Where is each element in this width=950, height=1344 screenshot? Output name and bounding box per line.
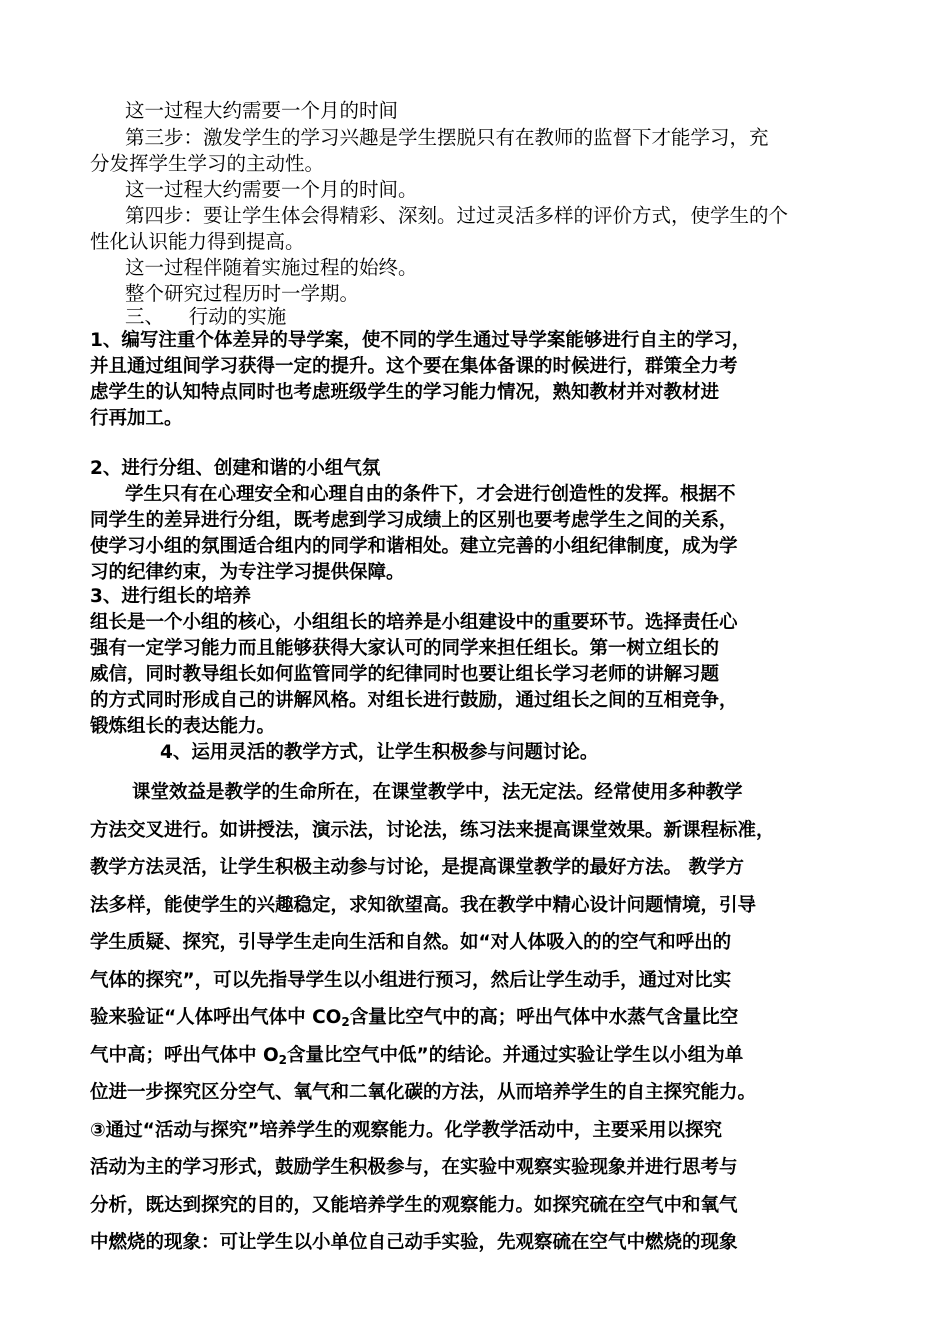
text-span: 气中高；呼出气体中 O [90, 1045, 279, 1066]
text-line: 位进一步探究区分空气、氧气和二氧化碳的方法，从而培养学生的自主探究能力。 [90, 1082, 757, 1103]
text-line: 组长是一个小组的核心，小组组长的培养是小组建设中的重要环节。选择责任心 [90, 612, 738, 633]
text-line: 使学习小组的氛围适合组内的同学和谐相处。建立完善的小组纪律制度，成为学 [90, 536, 738, 557]
text-line [90, 1005, 738, 1031]
text-line: 这一过程伴随着实施过程的始终。 [125, 256, 418, 279]
text-span: 含量比空气中的高；呼出气体中水蒸气含量比空 [349, 1007, 739, 1028]
subheading: 2、进行分组、创建和谐的小组气氛 [90, 458, 381, 479]
text-line: 强有一定学习能力而且能够获得大家认可的同学来担任组长。第一树立组长的 [90, 638, 720, 659]
text-line: 方法交叉进行。如讲授法，演示法，讨论法，练习法来提高课堂效果。新课程标准， [90, 820, 775, 841]
text-line: 性化认识能力得到提高。 [90, 230, 305, 253]
subscript: 2 [278, 1053, 288, 1067]
text-line: 整个研究过程历时一学期。 [125, 282, 360, 305]
text-line: 法多样，能使学生的兴趣稳定，求知欲望高。我在教学中精心设计问题情境，引导 [90, 895, 757, 916]
text-line: 学生只有在心理安全和心理自由的条件下，才会进行创造性的发挥。根据不 [125, 484, 736, 505]
text-span: 含量比空气中低”的结论。并通过实验让学生以小组为单 [287, 1045, 744, 1066]
text-line: 威信，同时教导组长如何监管同学的纪律同时也要让组长学习老师的讲解习题 [90, 664, 720, 685]
text-line: 锻炼组长的表达能力。 [90, 716, 276, 737]
text-line: 活动为主的学习形式，鼓励学生积极参与，在实验中观察实验现象并进行思考与 [90, 1157, 738, 1178]
text-line: 1、编写注重个体差异的导学案，使不同的学生通过导学案能够进行自主的学习， [90, 330, 751, 351]
text-line: 学生质疑、探究，引导学生走向生活和自然。如“对人体吸入的的空气和呼出的 [90, 932, 732, 953]
text-line: 虑学生的认知特点同时也考虑班级学生的学习能力情况，熟知教材并对教材进 [90, 382, 720, 403]
section-heading: 三、 行动的实施 [125, 305, 287, 328]
text-line: 的方式同时形成自己的讲解风格。对组长进行鼓励，通过组长之间的互相竞争， [90, 690, 738, 711]
text-line: 并且通过组间学习获得一定的提升。这个要在集体备课的时候进行，群策全力考 [90, 356, 738, 377]
text-line: 气体的探究”，可以先指导学生以小组进行预习，然后让学生动手，通过对比实 [90, 970, 732, 991]
text-line: 第三步：激发学生的学习兴趣是学生摆脱只有在教师的监督下才能学习，充 [125, 126, 769, 149]
subheading: 3、进行组长的培养 [90, 586, 251, 607]
text-line: 课堂效益是教学的生命所在，在课堂教学中，法无定法。经常使用多种教学 [132, 782, 743, 803]
subscript: 2 [341, 1015, 350, 1029]
text-line: 分发挥学生学习的主动性。 [90, 152, 325, 175]
text-span: 验来验证“人体呼出气体中 CO [90, 1007, 342, 1028]
text-line: 中燃烧的现象：可让学生以小单位自己动手实验，先观察硫在空气中燃烧的现象 [90, 1232, 738, 1253]
text-line: 同学生的差异进行分组，既考虑到学习成绩上的区别也要考虑学生之间的关系， [90, 510, 738, 531]
text-line: 第四步：要让学生体会得精彩、深刻。过过灵活多样的评价方式，使学生的个 [125, 204, 789, 227]
text-line: 这一过程大约需要一个月的时间 [125, 99, 399, 122]
text-line: 行再加工。 [90, 408, 183, 429]
text-line: 教学方法灵活，让学生积极主动参与讨论，是提高课堂教学的最好方法。 教学方 [90, 857, 744, 878]
text-line: ③通过“活动与探究”培养学生的观察能力。化学教学活动中，主要采用以探究 [90, 1120, 722, 1141]
text-line [90, 1043, 743, 1069]
text-line: 分析，既达到探究的目的，又能培养学生的观察能力。如探究硫在空气中和氧气 [90, 1195, 738, 1216]
subheading: 4、运用灵活的教学方式，让学生积极参与问题讨论。 [160, 742, 599, 763]
text-line: 习的纪律约束，为专注学习提供保障。 [90, 562, 405, 583]
text-line: 这一过程大约需要一个月的时间。 [125, 178, 418, 201]
